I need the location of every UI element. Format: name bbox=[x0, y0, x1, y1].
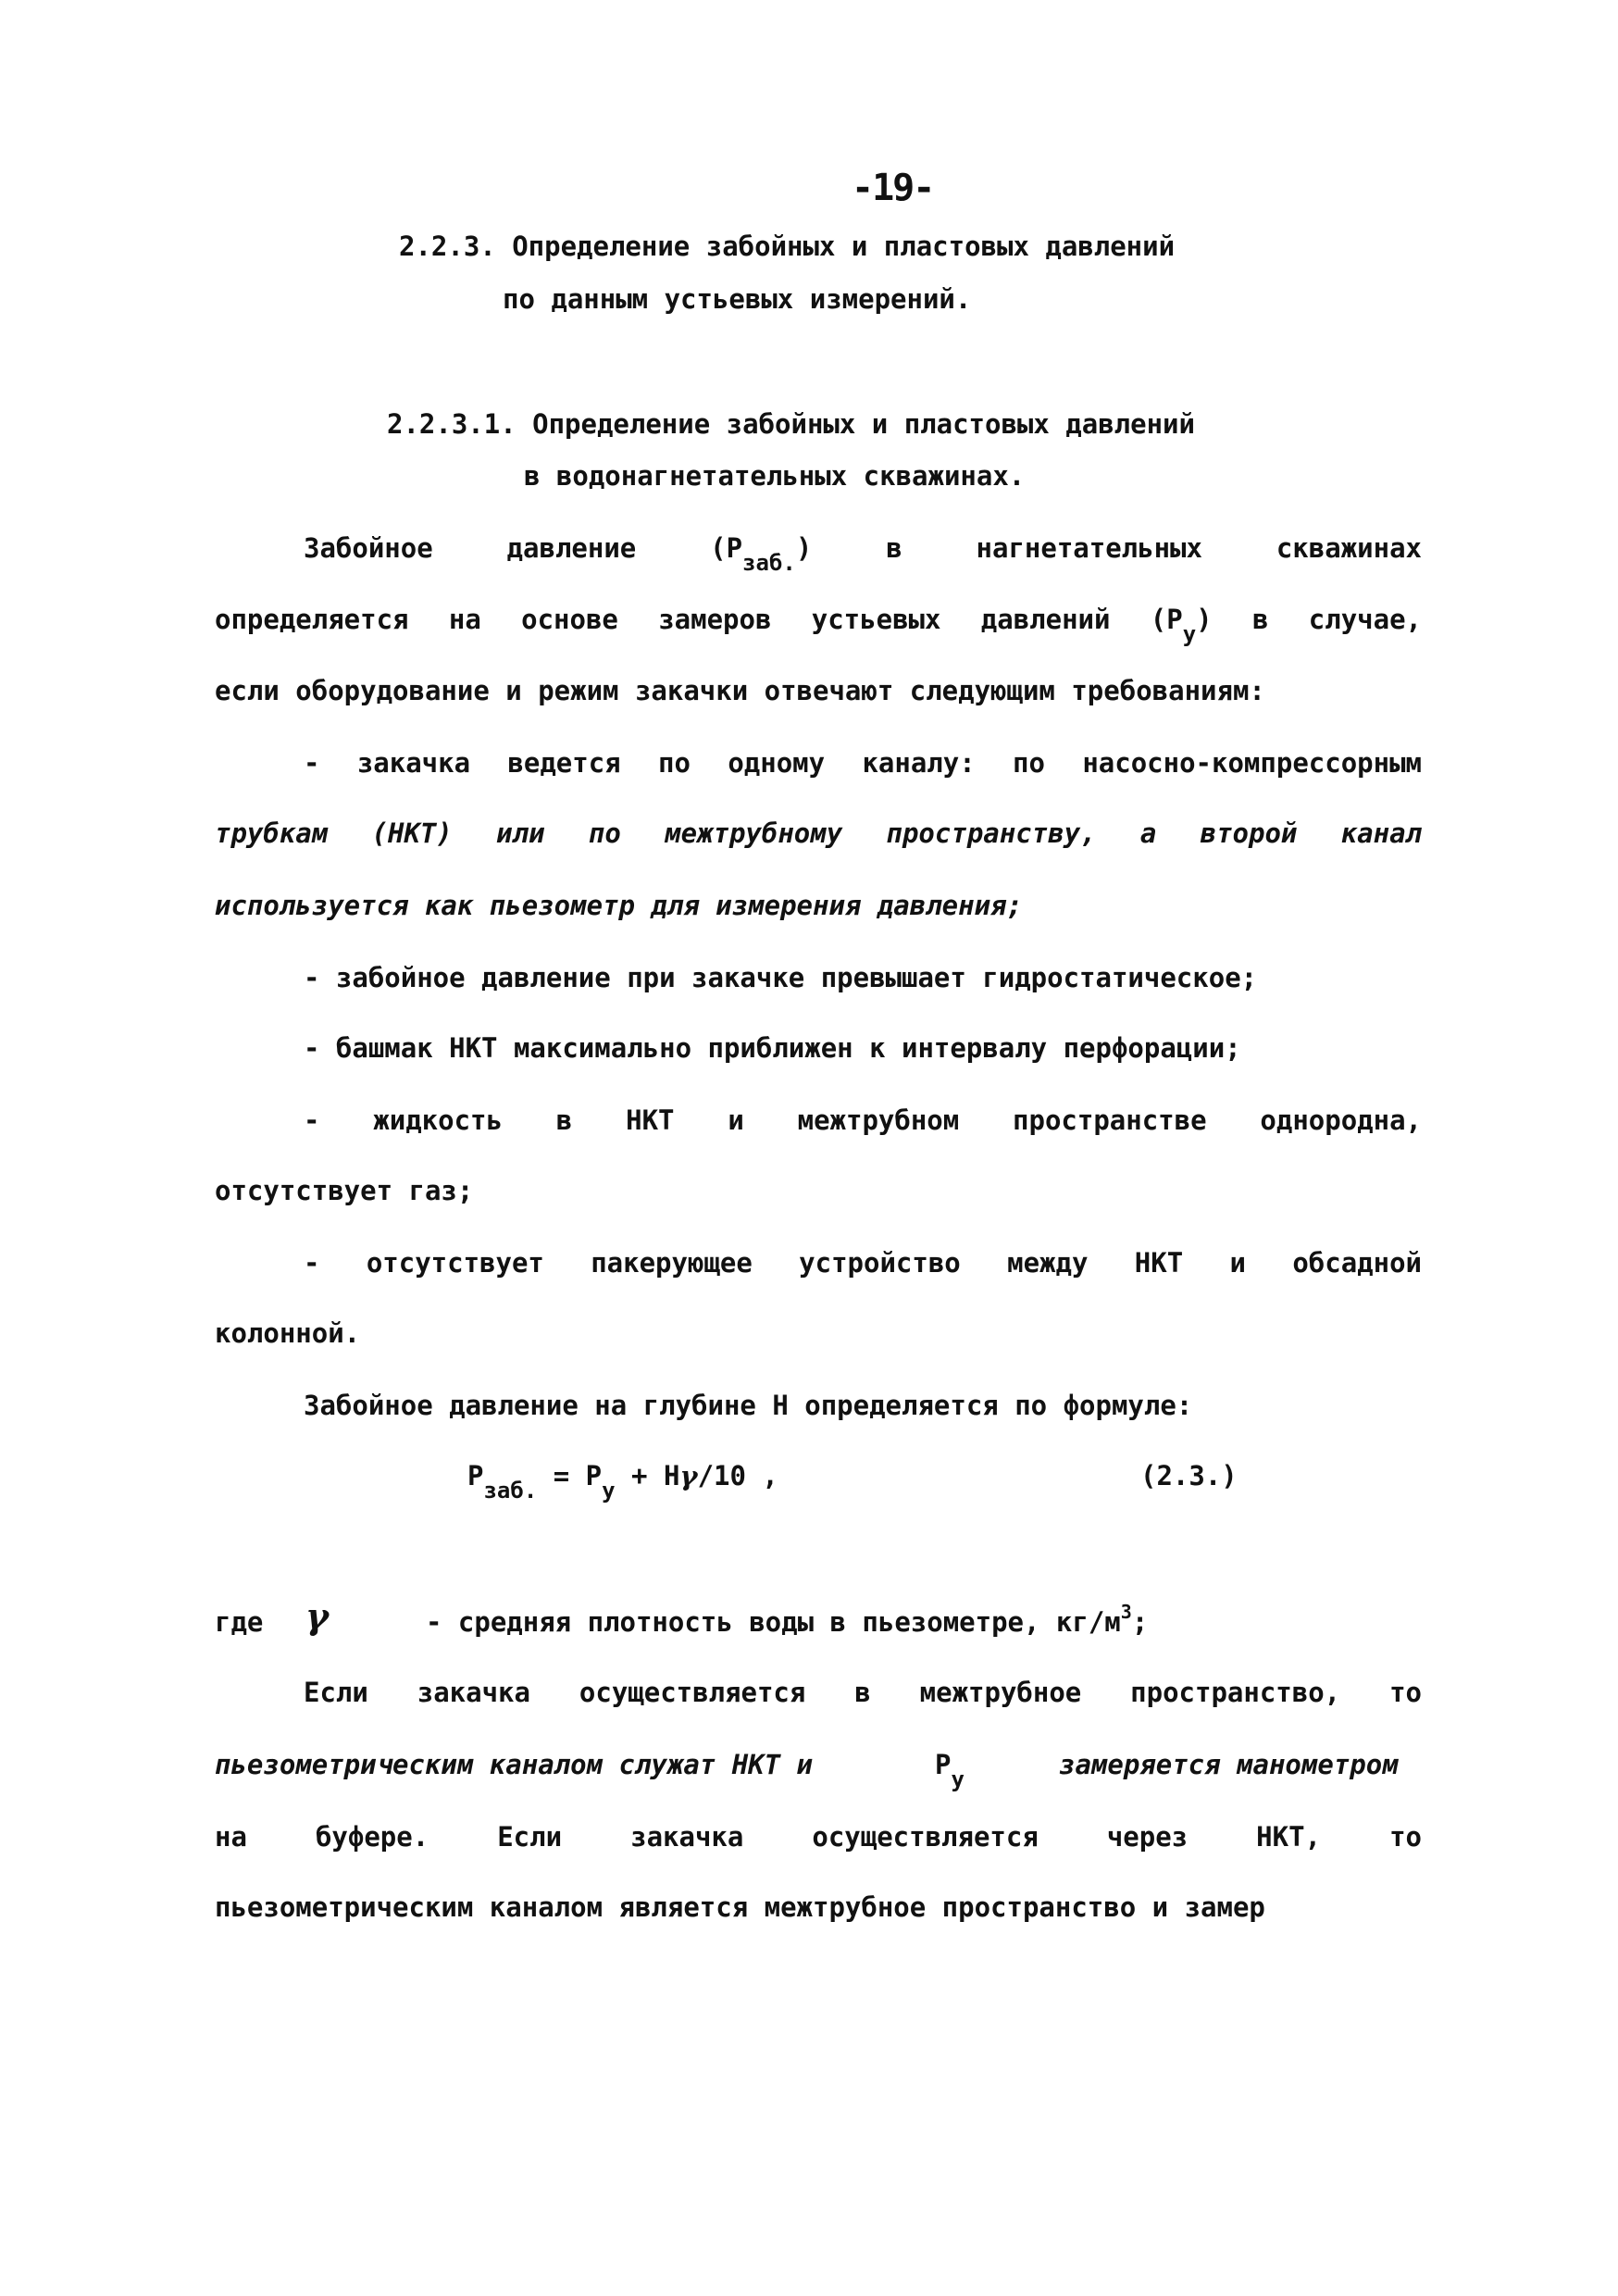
page-number: -19- bbox=[852, 167, 934, 209]
subsection-heading-line1: 2.2.3.1. Определение забойных и пластовых давлений bbox=[387, 408, 1195, 440]
list-item-line: - забойное давление при закачке превышает гидростатическое; bbox=[304, 962, 1258, 993]
paragraph-line: Забойное давление $(P_{заб.})$ в нагнетательных скважинах bbox=[304, 532, 1422, 576]
list-item-line: - жидкость в НКТ и межтрубном пространстве однородна, bbox=[304, 1104, 1422, 1136]
paragraph-line: пьезометрическим каналом служат НКТ и bbox=[215, 1749, 814, 1780]
section-heading-line1: 2.2.3. Определение забойных и пластовых давлений bbox=[399, 231, 1176, 262]
paragraph-line: замеряется манометром bbox=[1059, 1749, 1399, 1780]
list-item-line: - закачка ведется по одному каналу: по насосно-компрессорным bbox=[304, 747, 1422, 779]
list-item-line: используется как пьезометр для измерения давления; bbox=[215, 890, 1023, 921]
paragraph-line: если оборудование и режим закачки отвечают следующим требованиям: bbox=[215, 675, 1265, 706]
where-label: где bbox=[215, 1606, 264, 1638]
list-item-line: - башмак НКТ максимально приближен к интервалу перфорации; bbox=[304, 1032, 1241, 1064]
gamma-symbol: γ bbox=[305, 1595, 330, 1637]
list-item-line: - отсутствует пакерующее устройство между НКТ и обсадной bbox=[304, 1247, 1422, 1279]
formula: $P_{заб.} = P_у + H\gamma/10$ , bbox=[467, 1460, 778, 1504]
where-definition: - средняя плотность воды в пьезометре, $кг/м^3$; bbox=[426, 1601, 1149, 1638]
subsection-heading-line2: в водонагнетательных скважинах. bbox=[524, 460, 1026, 492]
pressure-symbol: $P_у$ bbox=[935, 1749, 965, 1792]
section-heading-line2: по данным устьевых измерений. bbox=[503, 283, 972, 315]
formula-number: (2.3.) bbox=[1140, 1460, 1238, 1491]
paragraph-line: на буфере. Если закачка осуществляется через НКТ, то bbox=[215, 1821, 1422, 1853]
paragraph-line: Забойное давление на глубине H определяется по формуле: bbox=[304, 1390, 1193, 1421]
paragraph-line: определяется на основе замеров устьевых давлений $(P_у)$ в случае, bbox=[215, 604, 1422, 647]
list-item-line: трубкам (НКТ) или по межтрубному пространству, а второй канал bbox=[215, 817, 1422, 849]
paragraph-line: Если закачка осуществляется в межтрубное пространство, то bbox=[304, 1677, 1422, 1708]
list-item-line: отсутствует газ; bbox=[215, 1175, 474, 1206]
paragraph-line: пьезометрическим каналом является межтрубное пространство и замер bbox=[215, 1891, 1265, 1923]
list-item-line: колонной. bbox=[215, 1317, 361, 1349]
